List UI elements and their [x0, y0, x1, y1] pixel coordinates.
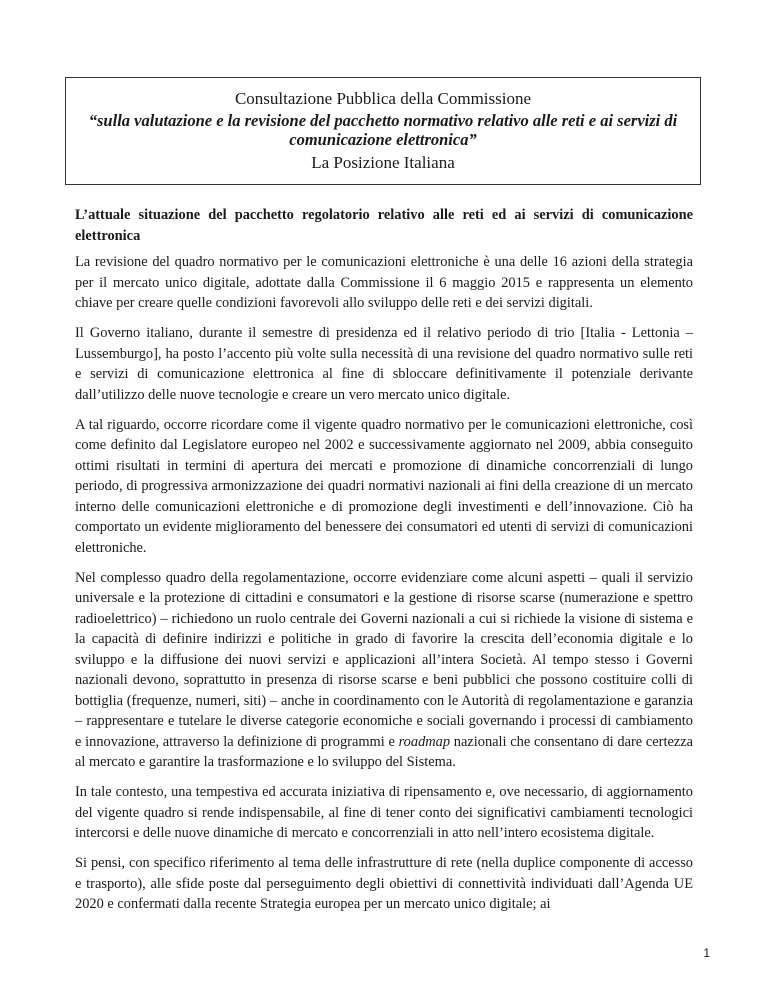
- document-title: Consultazione Pubblica della Commissione: [234, 89, 532, 108]
- page-number: 1: [703, 946, 710, 960]
- section-heading: L’attuale situazione del pacchetto regolatorio relativo alle reti ed ai servizi di comunicazione elettronica: [75, 207, 693, 244]
- title-box: [65, 77, 701, 185]
- paragraph-4-text: Nel complesso quadro della regolamentazione, occorre evidenziare come alcuni aspetti – quali il servizio universale e la protezione di cittadini e consumatori e la gestione di risorse scarse (numerazione e spettro radioelettrico) – richiedono un ruolo centrale dei Governi nazionali a cui si richiede la visione di sistema e la capacità di definire indirizzi e politiche in grado di favorire la crescita dell’economia digitale e lo sviluppo e la diffusione dei nuovi servizi e applicazioni all’intera Società. Al tempo stesso i Governi nazionali devono, soprattutto in presenza di risorse scarse e beni pubblici che possono costituire colli di bottiglia (frequenze, numeri, siti) – anche in coordinamento con le Autorità di regolamentazione e garanzia – rappresentare e tutelare le diverse categorie economiche e sociali governando i processi di cambiamento e innovazione, attraverso la definizione di programmi e: [75, 569, 693, 750]
- paragraph-2: Il Governo italiano, durante il semestre di presidenza ed il relativo periodo di trio [Italia - Lettonia – Lussemburgo], ha posto l’accento più volte sulla necessità di una revisione del quadro normativo sulle reti e servizi di comunicazione elettronica al fine di sbloccare definitivamente il potenziale derivante dall’utilizzo delle nuove tecnologie e creare un vero mercato unico digitale.: [75, 325, 693, 403]
- paragraph-1: La revisione del quadro normativo per le comunicazioni elettroniche è una delle 16 azioni della strategia per il mercato unico digitale, adottate dalla Commissione il 6 maggio 2015 e rappresenta un elemento chiave per creare quelle condizioni favorevoli allo sviluppo delle reti e dei servizi digitali.: [75, 254, 693, 311]
- paragraph-4-text-end: nazionali che consentano di dare certezza al mercato e garantire la trasformazione e lo sviluppo del Sistema.: [75, 733, 694, 770]
- roadmap-term: roadmap: [398, 733, 451, 750]
- document-position-label: La Posizione Italiana: [311, 153, 455, 172]
- paragraph-4: [75, 568, 693, 773]
- document-subtitle: “sulla valutazione e la revisione del pacchetto normativo relativo alle reti e ai servizi di comunicazione elettronica”: [88, 111, 678, 149]
- paragraph-6: Si pensi, con specifico riferimento al tema delle infrastrutture di rete (nella duplice componente di accesso e trasporto), alle sfide poste dal perseguimento degli obiettivi di connettività individuati dall’Agenda UE 2020 e confermati dalla recente Strategia europea per un mercato unico digitale; ai: [75, 855, 693, 912]
- paragraph-3: A tal riguardo, occorre ricordare come il vigente quadro normativo per le comunicazioni elettroniche, così come definito dal Legislatore europeo nel 2002 e successivamente aggiornato nel 2009, abbia conseguito ottimi risultati in termini di apertura dei mercati e promozione di dinamiche concorrenziali di lungo periodo, di progressiva armonizzazione dei quadri normativi nazionali ai fini della creazione di un mercato interno delle comunicazioni elettroniche e di promozione degli investimenti e dell’innovazione. Ciò ha comportato un evidente miglioramento del benessere dei consumatori ed utenti di servizi di comunicazioni elettroniche.: [75, 416, 693, 556]
- document-body: [75, 205, 693, 924]
- paragraph-5: In tale contesto, una tempestiva ed accurata iniziativa di ripensamento e, ove necessario, di aggiornamento del vigente quadro si rende indispensabile, al fine di tener conto dei significativi cambiamenti tecnologici intercorsi e delle nuove dinamiche di mercato e concorrenziali in atto nell’intero ecosistema digitale.: [75, 784, 693, 841]
